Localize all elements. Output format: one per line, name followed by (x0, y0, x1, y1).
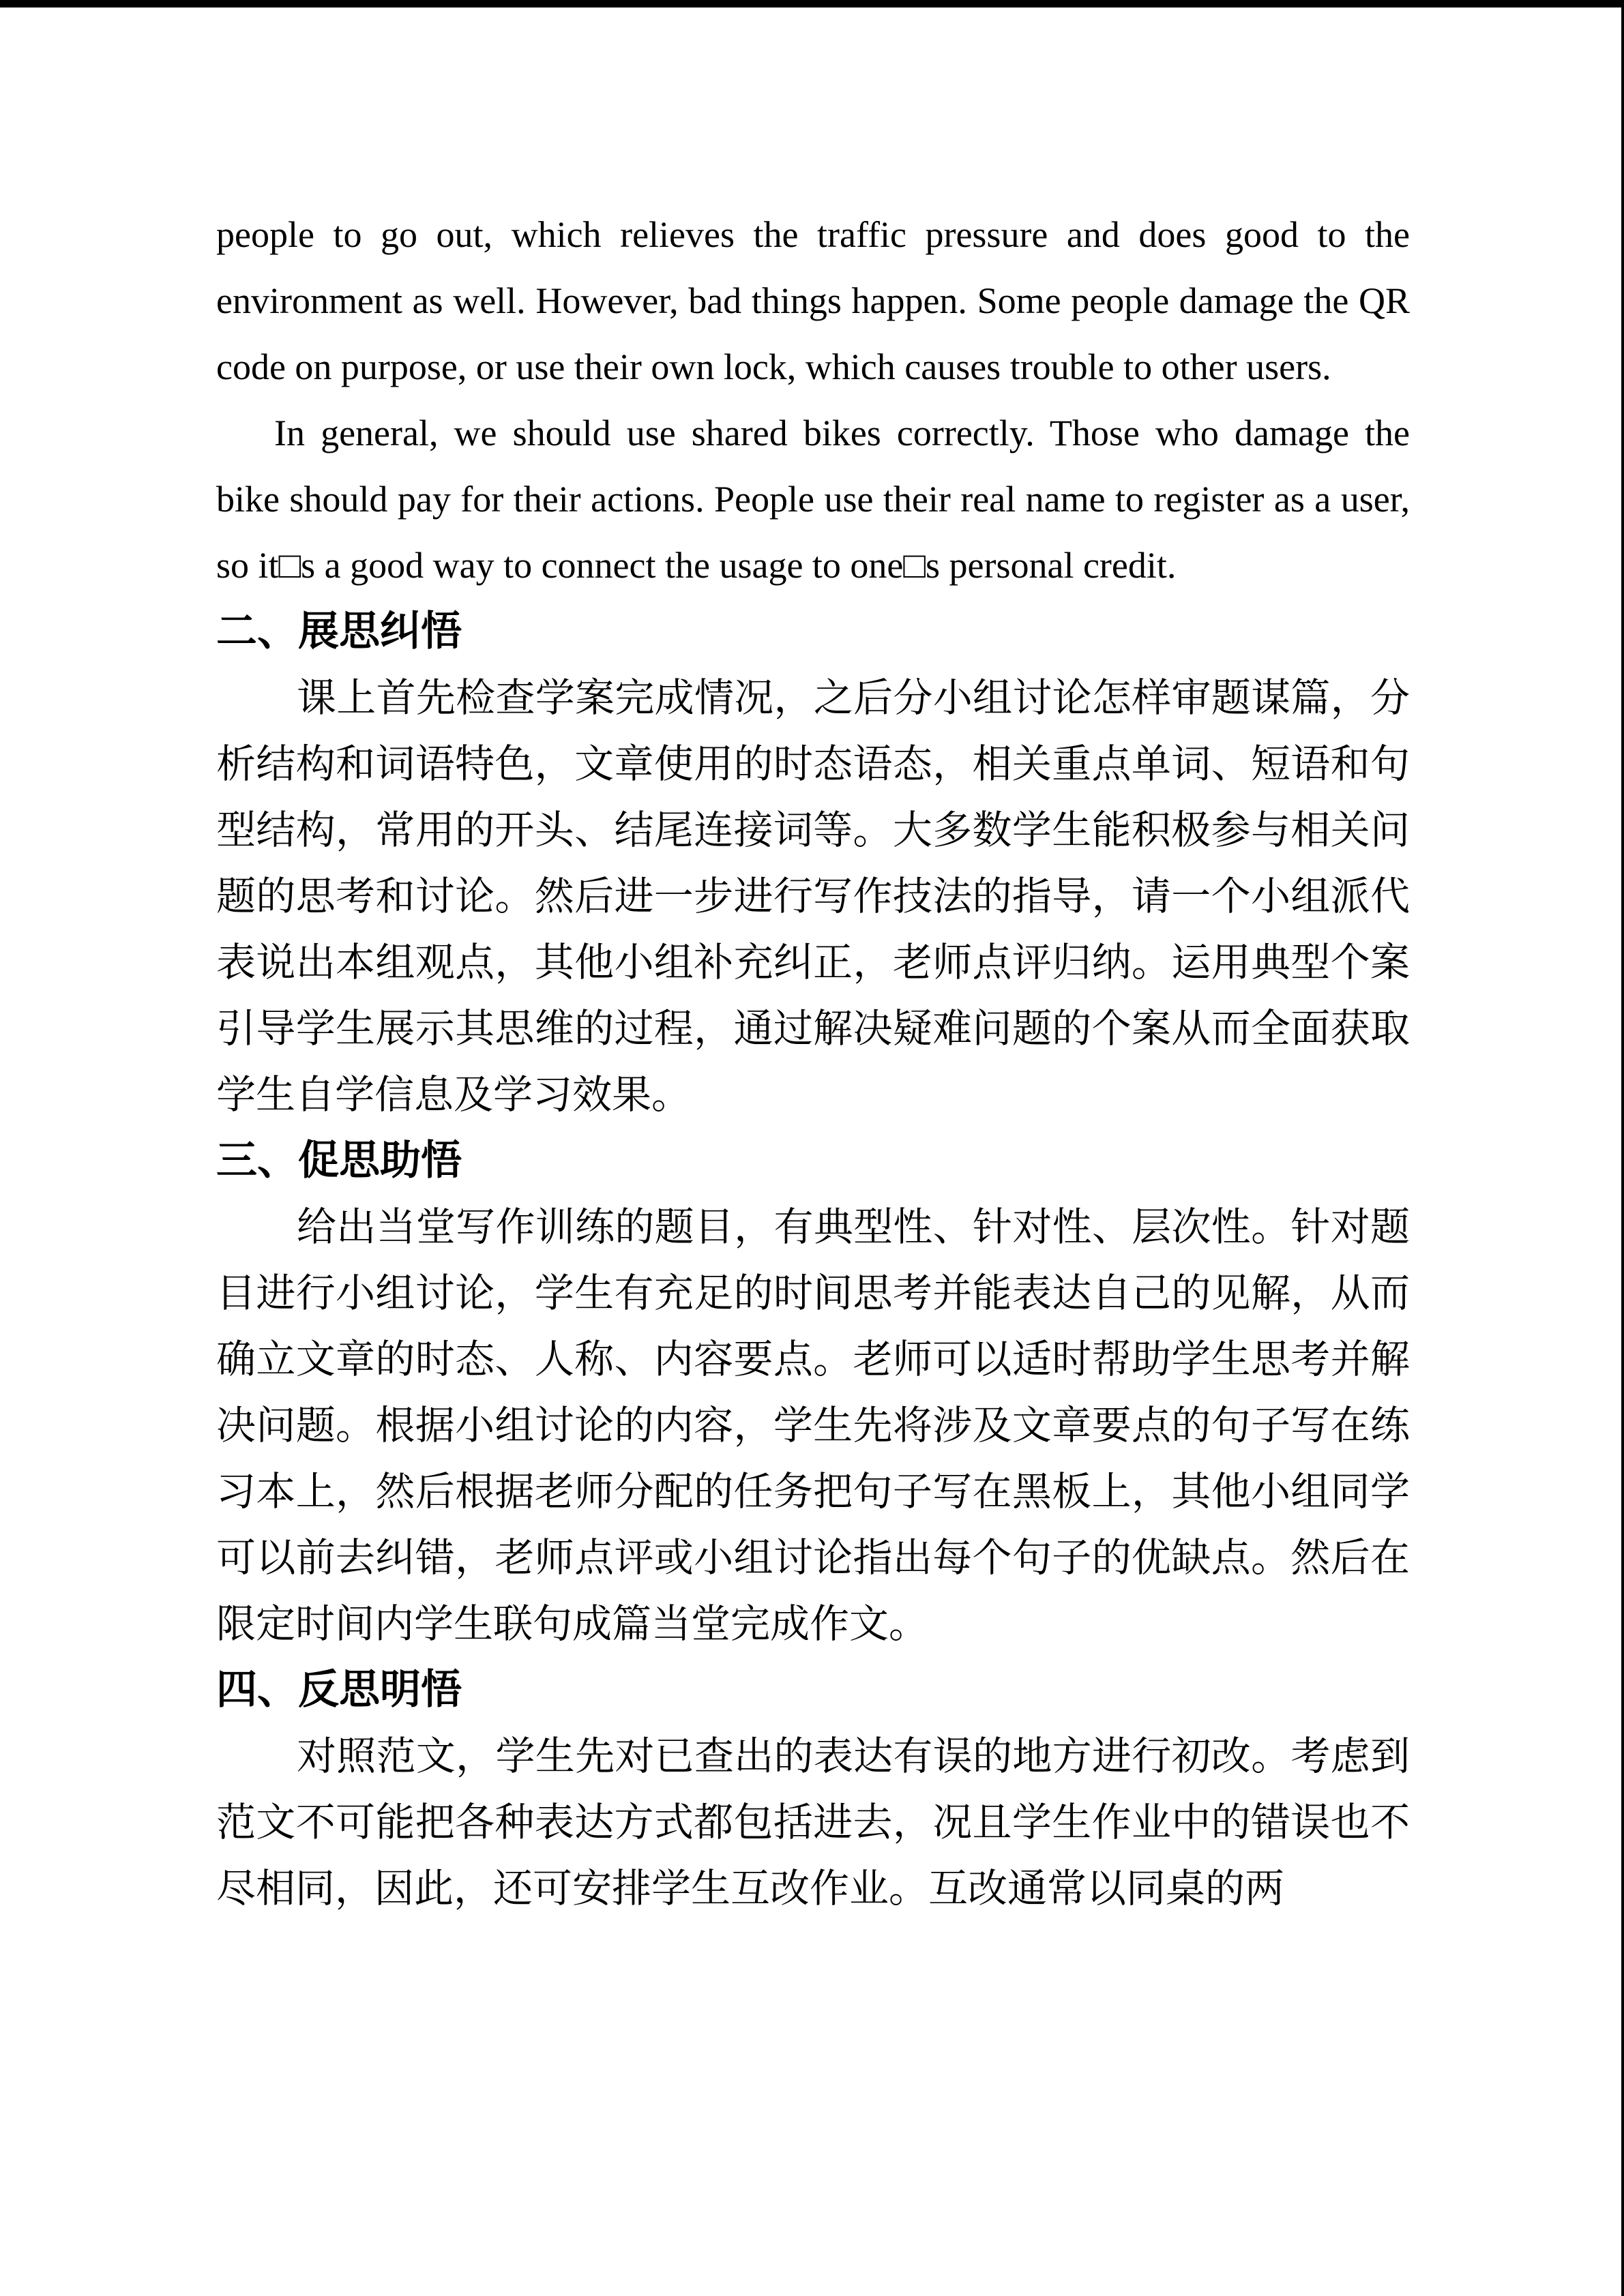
chinese-paragraph-section-3: 给出当堂写作训练的题目，有典型性、针对性、层次性。针对题目进行小组讨论，学生有充足的时间思考并能表达自己的见解，从而确立文章的时态、人称、内容要点。老师可以适时帮助学生思考并解决问题。根据小组讨论的内容，学生先将涉及文章要点的句子写在练习本上，然后根据老师分配的任务把句子写在黑板上，其他小组同学可以前去纠错，老师点评或小组讨论指出每个句子的优缺点。然后在限定时间内学生联句成篇当堂完成作文。 (216, 1205, 1410, 1646)
scan-artifact-right-edge-line (1621, 0, 1624, 2296)
english-paragraph-conclusion: In general, we should use shared bikes correctly. Those who damage the bike should pay for their actions. People use their real name to register as a user, so it□s a good way to connect the usage to one□s personal credit. (216, 413, 1410, 586)
section-heading-2: 二、展思纠悟 (216, 609, 462, 654)
chinese-paragraph-section-4: 对照范文，学生先对已查出的表达有误的地方进行初改。考虑到范文不可能把各种表达方式都包括进去，况且学生作业中的错误也不尽相同，因此，还可安排学生互改作业。互改通常以同桌的两 (216, 1734, 1410, 1911)
scan-artifact-top-bar (0, 0, 1624, 8)
section-heading-3: 三、促思助悟 (216, 1138, 462, 1183)
chinese-paragraph-section-2: 课上首先检查学案完成情况，之后分小组讨论怎样审题谋篇，分析结构和词语特色，文章使用的时态语态，相关重点单词、短语和句型结构，常用的开头、结尾连接词等。大多数学生能积极参与相关问题的思考和讨论。然后进一步进行写作技法的指导，请一个小组派代表说出本组观点，其他小组补充纠正，老师点评归纳。运用典型个案引导学生展示其思维的过程，通过解决疑难问题的个案从而全面获取学生自学信息及学习效果。 (216, 676, 1410, 1117)
section-heading-4: 四、反思明悟 (216, 1667, 462, 1712)
english-paragraph-continuation: people to go out, which relieves the traffic pressure and does good to the environment as well. However, bad things happen. Some people damage the QR code on purpose, or use their own lock, which causes trouble to other users. (216, 214, 1410, 387)
document-text-block (216, 202, 1410, 1922)
